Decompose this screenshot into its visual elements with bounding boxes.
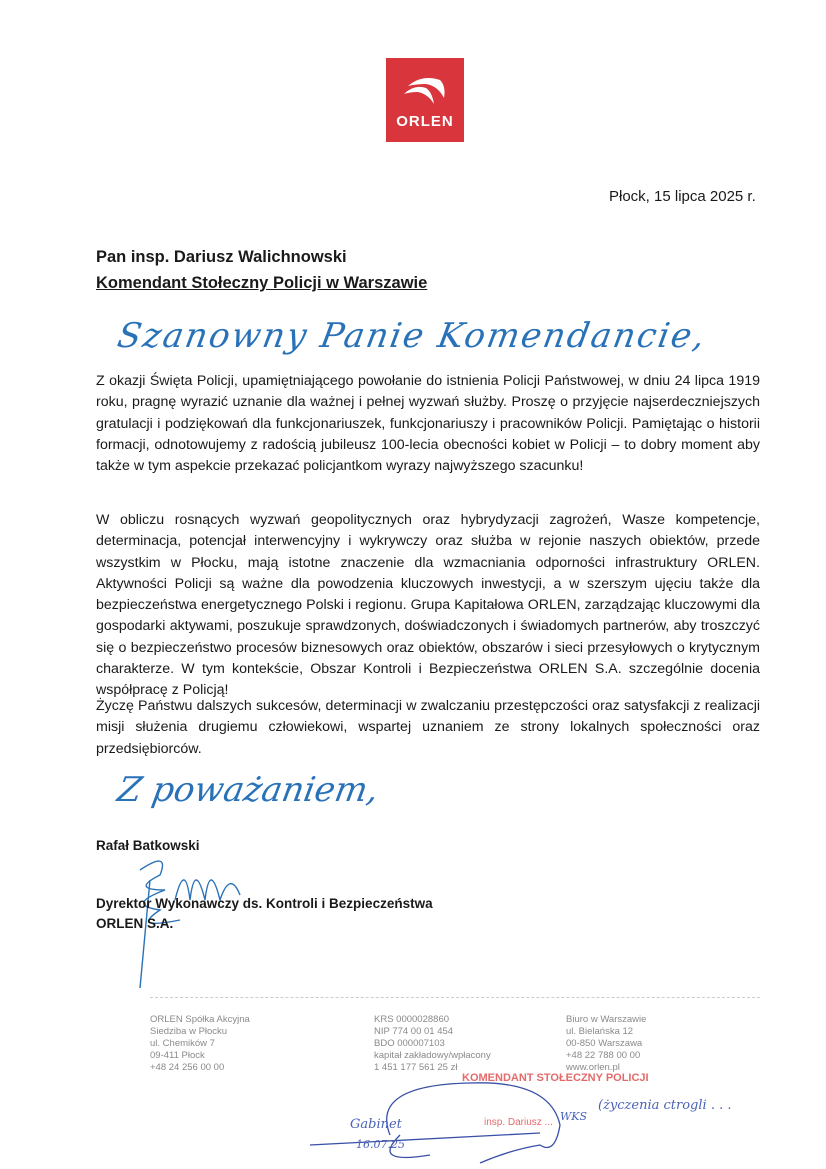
signature-scribble <box>120 840 260 990</box>
signatory-title: Dyrektor Wykonawczy ds. Kontroli i Bezpieczeństwa <box>96 896 433 911</box>
signatory-name: Rafał Batkowski <box>96 838 200 853</box>
police-stamp-name: insp. Dariusz ... <box>484 1117 553 1128</box>
footer-line: 00-850 Warszawa <box>566 1038 643 1049</box>
logo-text: ORLEN <box>396 113 454 130</box>
paragraph-3: Życzę Państwu dalszych sukcesów, determinacji w zwalczaniu przestępczości oraz satysfakcji z realizacji misji służenia drugiemu człowiekowi, wspartej uznaniem ze strony lokalnych społeczności oraz przedsiębiorców. <box>96 698 760 757</box>
footer-line: +48 22 788 00 00 <box>566 1050 641 1061</box>
annotation-initials: WKS <box>560 1110 588 1123</box>
annotation-cabinet: Gabinet <box>350 1117 402 1132</box>
footer-warsaw-office <box>566 1014 646 1074</box>
orlen-logo <box>386 58 464 142</box>
signatory-company: ORLEN S.A. <box>96 916 174 931</box>
footer-company-info <box>150 1014 250 1074</box>
paragraph-2: W obliczu rosnących wyzwań geopolitycznych oraz hybrydyzacji zagrożeń, Wasze kompetencje, determinacja, potencjał interwencyjny i wykrywczy oraz służba w rejonie naszych obiektów, przede wszystkim w Płocku, mają istotne znaczenie dla wzmacniania odporności infrastruktury ORLEN. Aktywności Policji są ważne dla powodzenia kluczowych inwestycji, a w szerszym ujęciu także dla bezpieczeństwa energetycznego Polski i regionu. Grupa Kapitałowa ORLEN, zarządzając kluczowymi dla gospodarki aktywami, poszukuje sprawdzonych, doświadczonych i świadomych partnerów, aby troszczyć się o bezpieczeństwo procesów biznesowych oraz obiektów, obszarów i sieci przesyłowych o krytycznym charakterze. W tym kontekście, Obszar Kontroli i Bezpieczeństwa ORLEN S.A. szczególnie docenia współpracę z Policją! <box>96 512 760 699</box>
footer-line: ul. Bielańska 12 <box>566 1026 634 1037</box>
footer-divider <box>150 997 760 998</box>
letter-date: Płock, 15 lipca 2025 r. <box>609 188 756 205</box>
footer-website-link[interactable]: www.orlen.pl <box>566 1062 620 1073</box>
recipient-title: Komendant Stołeczny Policji w Warszawie <box>96 274 428 292</box>
footer-line: ORLEN Spółka Akcyjna <box>150 1014 250 1025</box>
eagle-head-icon <box>400 72 450 108</box>
footer-line: Siedziba w Płocku <box>150 1026 228 1037</box>
handwritten-greeting: Szanowny Panie Komendancie, <box>114 316 710 356</box>
footer-line: NIP 774 00 01 454 <box>374 1026 454 1037</box>
footer-line: ul. Chemików 7 <box>150 1038 215 1049</box>
footer-line: kapitał zakładowy/wpłacony <box>374 1050 491 1061</box>
annotation-date: 16.07.25 <box>356 1138 405 1151</box>
footer-line: Biuro w Warszawie <box>566 1014 647 1025</box>
handwritten-closing: Z poważaniem, <box>114 770 382 810</box>
footer-line: +48 24 256 00 00 <box>150 1062 225 1073</box>
police-stamp-header: KOMENDANT STOŁECZNY POLICJI <box>462 1072 649 1084</box>
footer-registry-info <box>374 1014 491 1074</box>
footer-line: 1 451 177 561 25 zł <box>374 1062 458 1073</box>
recipient-name: Pan insp. Dariusz Walichnowski <box>96 248 347 266</box>
footer-line: KRS 0000028860 <box>374 1014 450 1025</box>
footer-line: 09-411 Płock <box>150 1050 205 1061</box>
annotation-note: (życzenia ctrogli . . . <box>598 1098 732 1113</box>
footer-line: BDO 000007103 <box>374 1038 445 1049</box>
paragraph-1: Z okazji Święta Policji, upamiętniającego powołanie do istnienia Policji Państwowej, w dniu 24 lipca 1919 roku, pragnę wyrazić uznanie dla ważnej i pełnej wyzwań służby. Proszę o przyjęcie najserdeczniejszych gratulacji i podziękowań dla funkcjonariuszek, funkcjonariuszy i pracowników Policji. Pamiętając o historii formacji, odnotowujemy z radością jubileusz 100-lecia obecności kobiet w Policji – to dobry moment aby także w tym aspekcie przekazać policjantkom wyrazy najwyższego szacunku! <box>96 373 760 475</box>
